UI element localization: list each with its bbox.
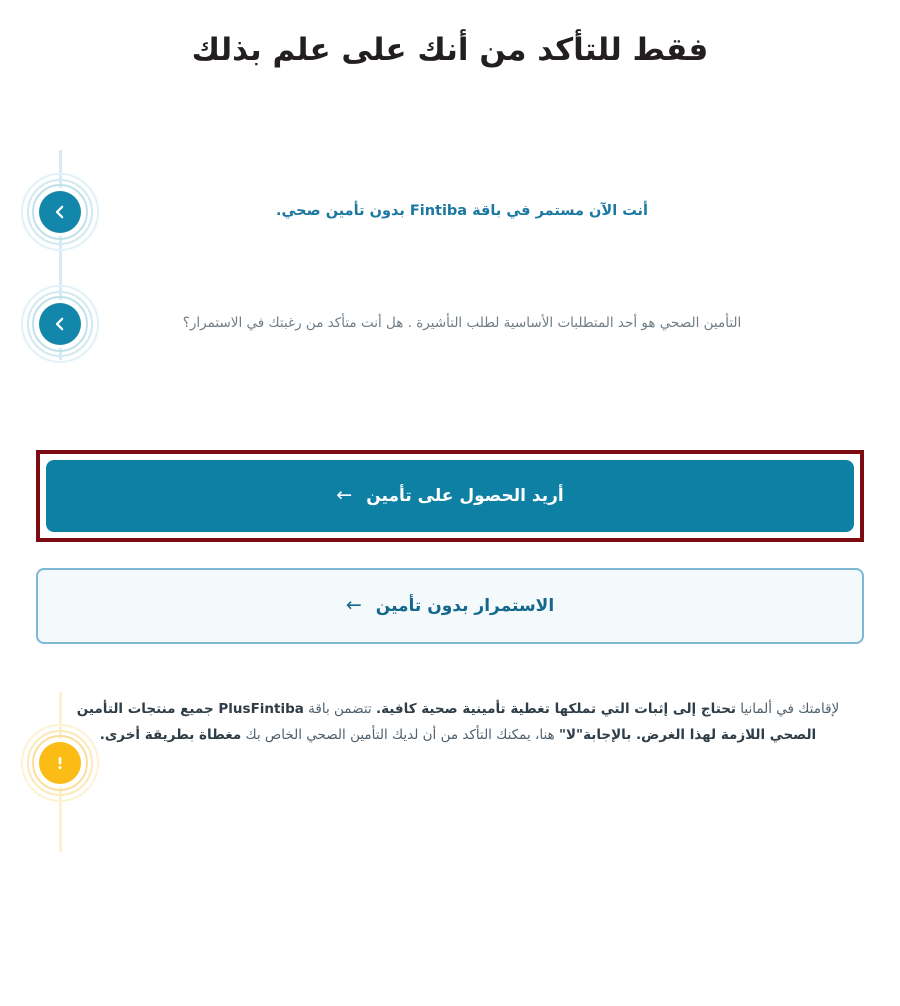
timeline-item-1 — [0, 180, 900, 244]
note-bullet — [21, 724, 99, 802]
arrow-left-icon: ← — [336, 484, 353, 507]
arrow-left-icon: ← — [345, 594, 362, 617]
note-line1-plain2: تتضمن باقة — [303, 700, 376, 717]
timeline-section — [0, 180, 900, 356]
note-line1-bold: تحتاج إلى إثبات التي تملكها تغطية تأمينية صحية كافية. — [375, 700, 736, 717]
get-insurance-button-label: أريد الحصول على تأمين — [366, 485, 564, 506]
action-buttons — [0, 450, 900, 644]
info-note-text — [72, 696, 844, 749]
brand-fintiba: Fintiba — [250, 700, 304, 717]
brand-fintiba: Fintiba — [409, 203, 468, 220]
timeline-item-1-tail: بدون تأمين صحي. — [276, 203, 410, 220]
warning-exclamation-icon — [39, 742, 81, 784]
timeline-item-1-text — [0, 200, 900, 223]
info-note-section — [0, 696, 900, 749]
note-line2-plain: هنا، يمكنك التأكد من أن لديك التأمين الصحي الخاص بك — [241, 727, 559, 744]
note-line1-plain: لإقامتك في ألمانيا — [736, 700, 840, 717]
timeline-item-1-lead: أنت الآن مستمر في باقة — [467, 203, 648, 220]
timeline-item-2-text: التأمين الصحي هو أحد المتطلبات الأساسية لطلب التأشيرة . هل أنت متأكد من رغبتك في الاستمرار؟ — [182, 315, 742, 332]
get-insurance-button[interactable] — [46, 460, 854, 532]
page-title: فقط للتأكد من أنك على علم بذلك — [191, 32, 709, 68]
note-line3-bold: مغطاة بطريقة أخرى. — [99, 727, 242, 744]
continue-without-insurance-button[interactable] — [36, 568, 864, 644]
timeline-item-2 — [0, 292, 900, 356]
note-line2-bold: جميع منتجات التأمين الصحي اللازمة لهذا الغرض. بالإجابة"لا" — [76, 700, 817, 744]
primary-action-highlight — [36, 450, 864, 542]
continue-without-insurance-button-label: الاستمرار بدون تأمين — [375, 595, 555, 616]
brand-plus: Plus — [218, 700, 251, 717]
